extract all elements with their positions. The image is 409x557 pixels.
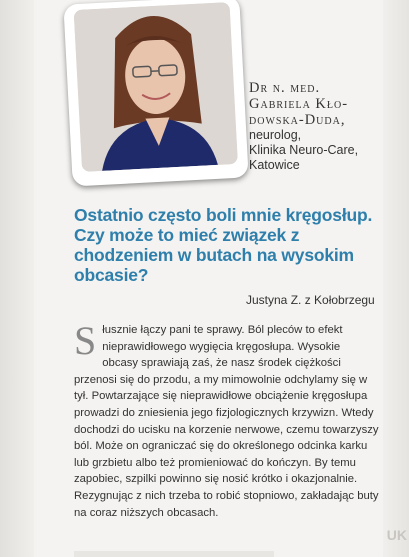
page-gutter [0,0,34,557]
page-edge [383,0,409,557]
drop-cap: S [74,318,97,363]
answer-text: łusznie łączy pani te sprawy. Ból pleców to efekt nieprawidłowego wygięcia kręgosłupa. Wysokie obcasy sprawiają zaś, że nasz środek ciężkości przenosi się do przodu, a my mimowolnie odchylamy się w tył. Powtarzające się nieprawidłowe obciążenie kręgosłupa prowadzi do zniesienia jego fizjologicznych krzywizn. Wtedy dochodzi do ucisku na korzenie nerwowe, czemu towarzyszy ból. Może on ograniczać się do określonego odcinka karku lub grzbietu albo też promieniować do kończyn. By temu zapobiec, szpilki powinno się nosić krótko i okazjonalnie. Rezygnując z nich trzeba to robić stopniowo, zakładając buty na coraz niższych obcasach. [74,324,379,519]
author-name-line: dowska-Duda, [249,112,346,128]
author-name-line: Dr n. med. [249,80,321,96]
author-clinic: Klinika Neuro-Care, [249,143,359,157]
portrait-illustration [74,2,238,172]
author-role: neurolog, [249,128,302,142]
page-footer-bar [74,551,274,557]
question-signature: Justyna Z. z Kołobrzegu [246,293,375,307]
author-info [249,80,379,173]
page-corner-tag: UK [386,527,407,543]
expert-answer [74,318,379,521]
author-photo-frame [63,0,248,186]
author-photo [74,2,238,172]
reader-question: Ostatnio często boli mnie kręgosłup. Czy może to mieć związek z chodzeniem w butach na wysokim obcasie? [74,205,373,285]
author-city: Katowice [249,158,300,172]
author-name-line: Gabriela Kło- [249,96,349,112]
